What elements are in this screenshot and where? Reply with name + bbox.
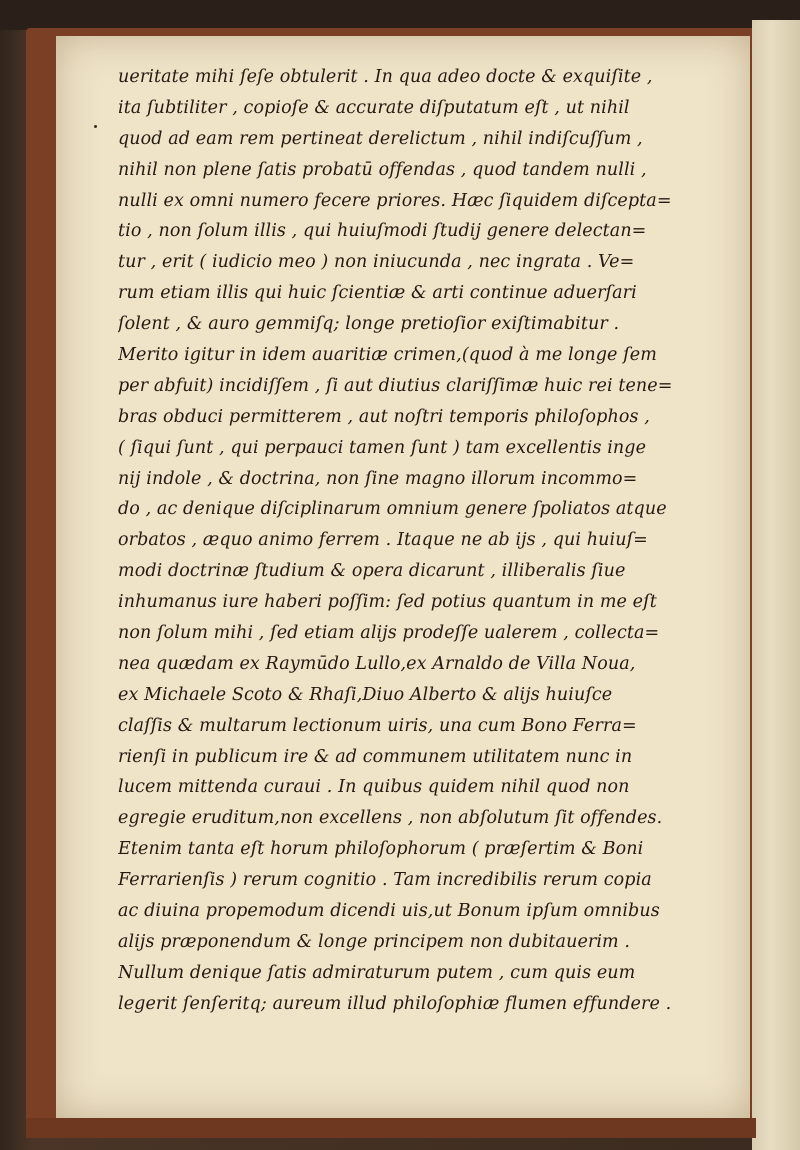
text-line: nulli ex omni numero fecere priores. Hæc ſiquidem diſcepta= [118,190,672,211]
text-line: tio , non ſolum illis , qui huiuſmodi ſtudij genere delectan= [118,221,647,242]
text-line: ex Michaele Scoto & Rhaſi,Diuo Alberto & alijs huiuſce [118,684,613,705]
text-line: Merito igitur in idem auaritiæ crimen,(quod à me longe ſem [118,345,657,366]
text-line: inhumanus iure haberi poſſim: ſed potius quantum in me eſt [118,592,657,613]
text-line: lucem mittenda curaui . In quibus quidem nihil quod non [118,777,630,798]
text-line: alijs præponendum & longe principem non dubitauerim . [118,931,631,952]
text-line: orbatos , æquo animo ferrem . Itaque ne ab ijs , qui huiuſ= [118,530,648,551]
text-line: modi doctrinæ ſtudium & opera dicarunt , illiberalis ſiue [118,561,626,582]
text-line: Etenim tanta eſt horum philoſophorum ( præſertim & Boni [118,839,644,860]
text-line: ita ſubtiliter , copioſe & accurate diſputatum eſt , ut nihil [118,97,630,118]
text-line: do , ac denique diſciplinarum omnium genere ſpoliatos atque [118,499,667,520]
ink-speck [94,125,97,128]
text-line: non ſolum mihi , ſed etiam alijs prodeſſe ualerem , collecta= [118,623,660,644]
text-line: ( ſiqui ſunt , qui perpauci tamen ſunt ) tam excellentis inge [118,437,647,458]
text-line: Ferrarienſis ) rerum cognitio . Tam incredibilis rerum copia [118,870,652,891]
text-line: quod ad eam rem pertineat derelictum , nihil indiſcuſſum , [118,128,643,149]
text-line: ac diuina propemodum dicendi uis,ut Bonum ipſum omnibus [118,901,660,922]
text-line: rum etiam illis qui huic ſcientiæ & arti continue aduerſari [118,283,637,304]
text-line: nihil non plene ſatis probatū offendas , quod tandem nulli , [118,159,647,180]
text-line: nij indole , & doctrina, non ſine magno illorum incommo= [118,468,638,489]
book-bottom-board [26,1118,756,1138]
text-line: per abfuit) incidiſſem , ſi aut diutius clariſſimæ huic rei tene= [118,375,673,396]
text-line: Nullum denique ſatis admiraturum putem , cum quis eum [118,962,636,983]
text-line: rienſi in publicum ire & ad communem utilitatem nunc in [118,746,633,767]
text-line: egregie eruditum,non excellens , non abſolutum ſit offendes. [118,808,663,829]
text-line: nea quædam ex Raymūdo Lullo,ex Arnaldo de Villa Noua, [118,653,636,674]
page-text-block [118,62,718,1020]
text-line: ſolent , & auro gemmiſq; longe pretioſior exiſtimabitur . [118,314,620,335]
text-line: legerit ſenſeritq; aureum illud philoſophiæ flumen effundere . [118,993,672,1014]
text-line: tur , erit ( iudicio meo ) non iniucunda , nec ingrata . Ve= [118,252,635,273]
facing-page-bleed-through [760,90,796,350]
scan-top-shadow [0,0,800,30]
text-line: claſſis & multarum lectionum uiris, una cum Bono Ferra= [118,715,637,736]
text-line: bras obduci permitterem , aut noſtri temporis philoſophos , [118,406,650,427]
text-line: ueritate mihi ſeſe obtulerit . In qua adeo docte & exquiſite , [118,67,653,87]
